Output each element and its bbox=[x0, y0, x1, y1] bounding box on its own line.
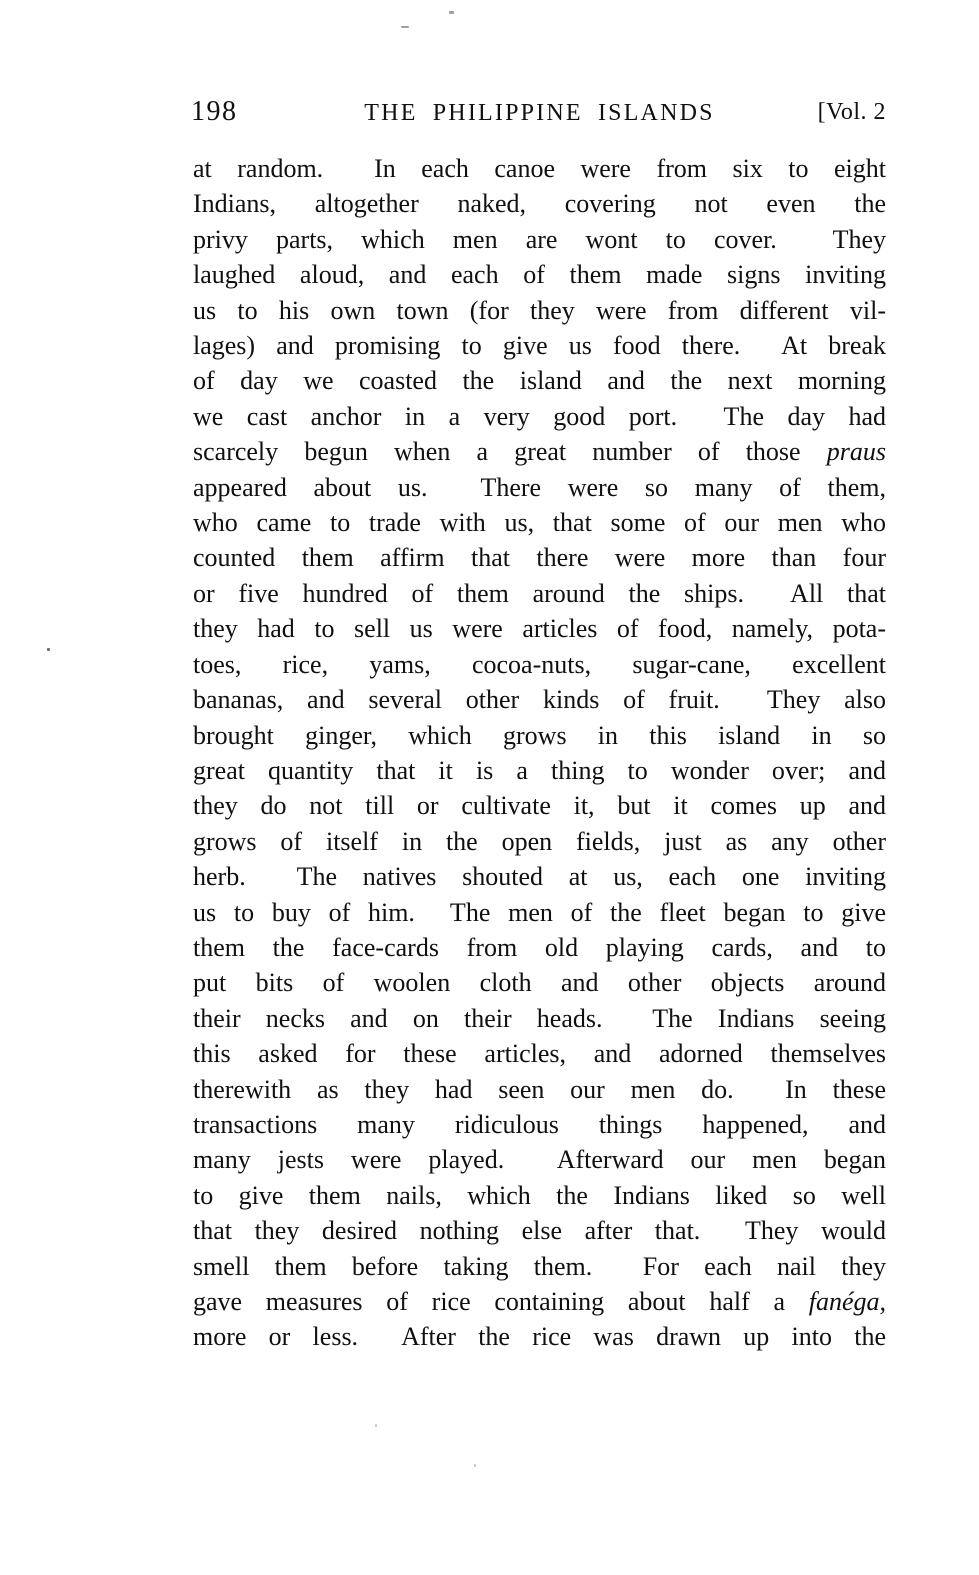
text-line: Indians, altogether naked, covering not even the bbox=[193, 189, 886, 219]
volume-label: [Vol. 2 bbox=[817, 99, 886, 125]
text-line: brought ginger, which grows in this island in so bbox=[193, 720, 886, 750]
text-line: who came to trade with us, that some of our men who bbox=[193, 508, 886, 538]
scan-speck bbox=[401, 26, 409, 28]
scan-speck bbox=[449, 11, 454, 14]
text-line: scarcely begun when a great number of those praus bbox=[193, 437, 886, 467]
text-line: therewith as they had seen our men do. In these bbox=[193, 1074, 886, 1104]
text-line: us to buy of him. The men of the fleet began to give bbox=[193, 897, 886, 927]
text-line: more or less. After the rice was drawn up into the bbox=[193, 1322, 886, 1352]
text-line: herb. The natives shouted at us, each one inviting bbox=[193, 862, 886, 892]
text-line: transactions many ridiculous things happened, and bbox=[193, 1109, 886, 1139]
text-line: them the face-cards from old playing cards, and to bbox=[193, 932, 886, 962]
text-line: at random. In each canoe were from six to eight bbox=[193, 154, 886, 183]
running-title: THE PHILIPPINE ISLANDS bbox=[364, 100, 715, 126]
scan-speck bbox=[47, 648, 50, 651]
text-line: to give them nails, which the Indians liked so well bbox=[193, 1180, 886, 1210]
scan-speck bbox=[474, 1464, 476, 1467]
text-line: bananas, and several other kinds of fruit. They also bbox=[193, 685, 886, 715]
text-line: great quantity that it is a thing to wonder over; and bbox=[193, 755, 886, 785]
body-text bbox=[193, 151, 886, 1355]
text-line: their necks and on their heads. The Indians seeing bbox=[193, 1003, 886, 1033]
text-line: put bits of woolen cloth and other objects around bbox=[193, 968, 886, 998]
text-line: this asked for these articles, and adorned themselves bbox=[193, 1039, 886, 1069]
text-line: appeared about us. There were so many of them, bbox=[193, 472, 886, 502]
text-line: we cast anchor in a very good port. The day had bbox=[193, 401, 886, 431]
text-line: grows of itself in the open fields, just as any other bbox=[193, 826, 886, 856]
scan-speck bbox=[375, 1424, 377, 1427]
text-line: counted them affirm that there were more than four bbox=[193, 543, 886, 573]
text-line: of day we coasted the island and the next morning bbox=[193, 366, 886, 396]
text-line: many jests were played. Afterward our men began bbox=[193, 1145, 886, 1175]
text-line: us to his own town (for they were from different vil- bbox=[193, 295, 886, 325]
text-line: or five hundred of them around the ships. All that bbox=[193, 578, 886, 608]
text-line: toes, rice, yams, cocoa-nuts, sugar-cane, excellent bbox=[193, 649, 886, 679]
text-line: privy parts, which men are wont to cover. They bbox=[193, 224, 886, 254]
text-line: they had to sell us were articles of food, namely, pota- bbox=[193, 614, 886, 644]
text-line: they do not till or cultivate it, but it comes up and bbox=[193, 791, 886, 821]
text-line: that they desired nothing else after that. They would bbox=[193, 1216, 886, 1246]
text-line: gave measures of rice containing about half a fanéga, bbox=[193, 1287, 886, 1316]
text-line: smell them before taking them. For each nail they bbox=[193, 1251, 886, 1281]
text-line: lages) and promising to give us food there. At break bbox=[193, 331, 886, 361]
text-line: laughed aloud, and each of them made signs inviting bbox=[193, 260, 886, 290]
page-number: 198 bbox=[191, 96, 238, 127]
